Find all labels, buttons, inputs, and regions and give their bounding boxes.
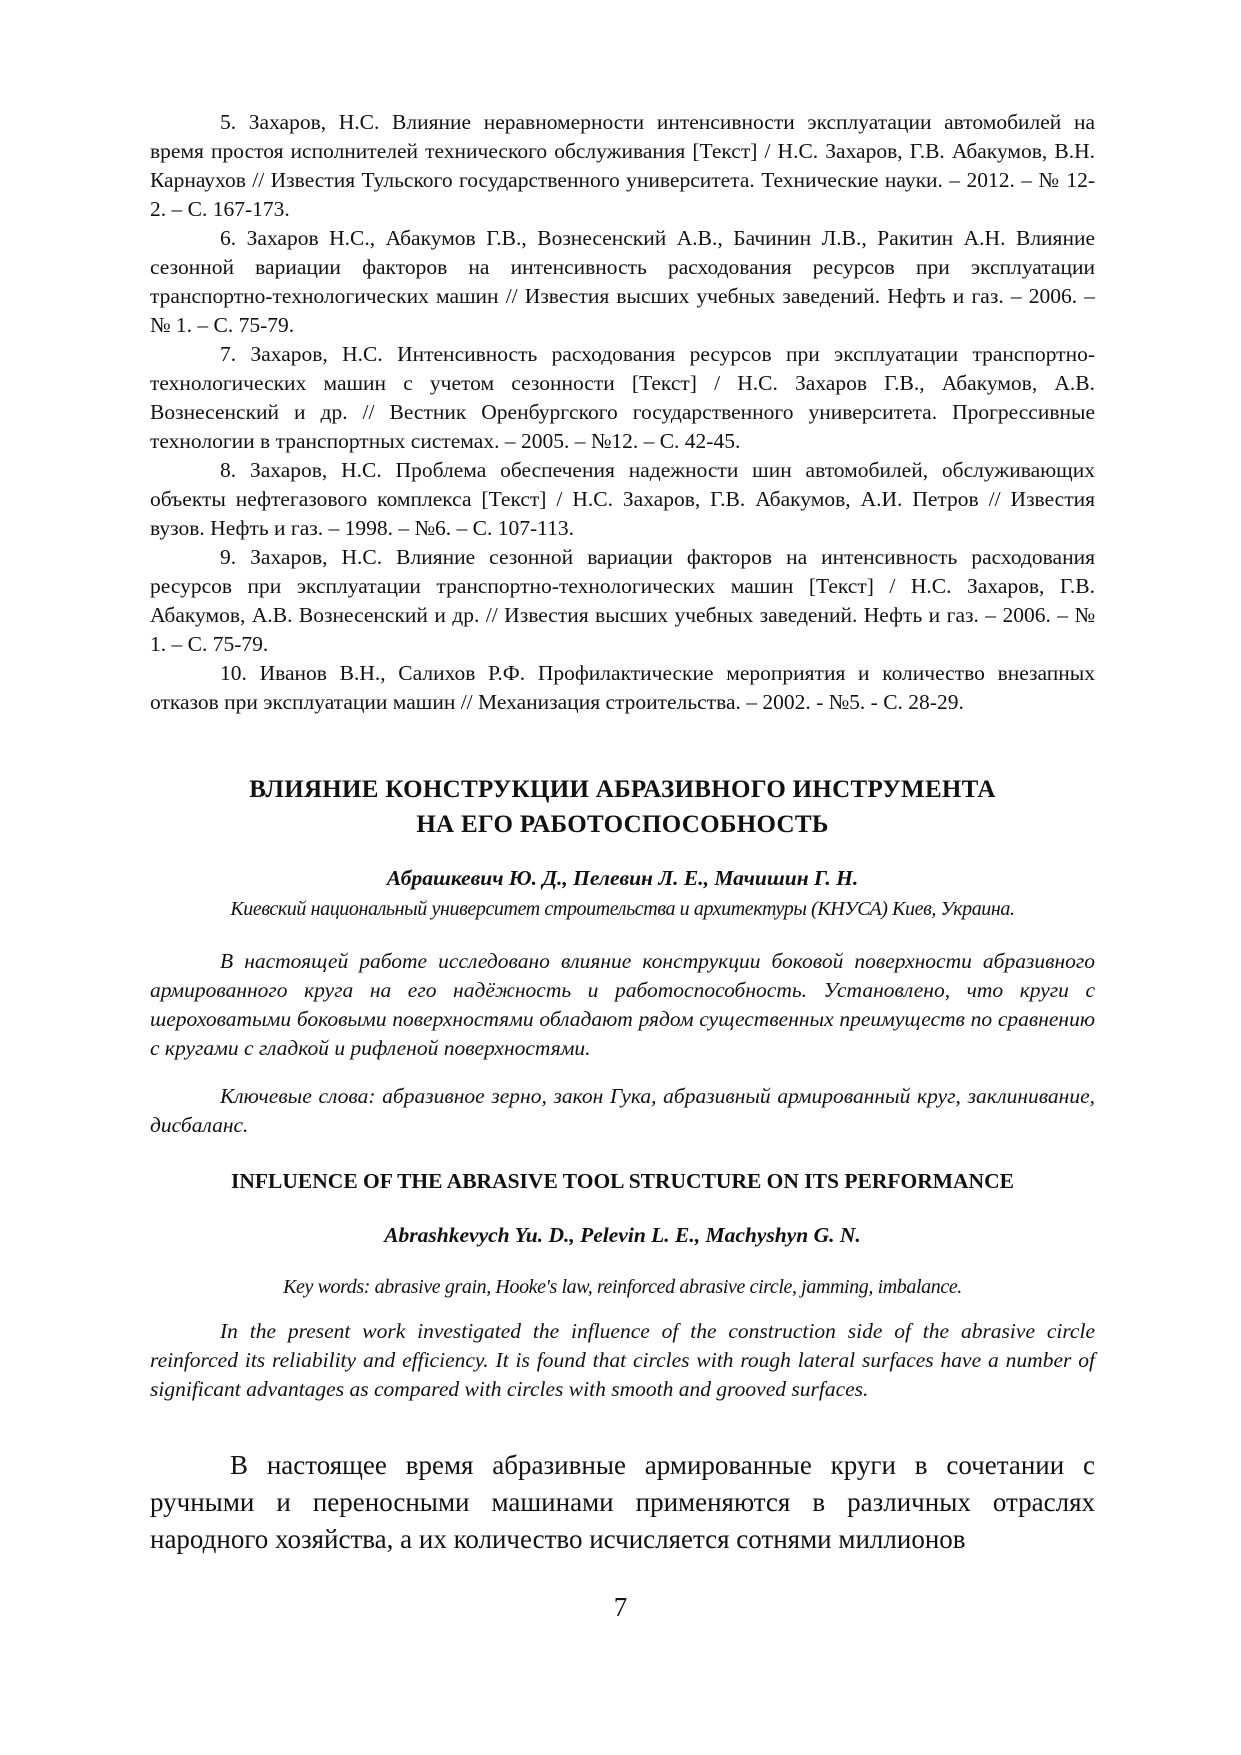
reference-item: 6. Захаров Н.С., Абакумов Г.В., Вознесенский А.В., Бачинин Л.В., Ракитин А.Н. Влияние сезонной вариации факторов на интенсивность расходования ресурсов при эксплуатации транспортно-технологических машин // Известия высших учебных заведений. Нефть и газ. – 2006. – № 1. – С. 75-79.	[150, 226, 1095, 337]
body-block	[150, 1447, 1095, 1558]
authors-ru: Абрашкевич Ю. Д., Пелевин Л. Е., Мачишин Г. Н.	[386, 866, 859, 890]
keywords-en: Key words: abrasive grain, Hooke's law, reinforced abrasive circle, jamming, imbalance.	[283, 1276, 962, 1298]
reference-list	[150, 108, 1095, 717]
abstract-en-block	[150, 1317, 1095, 1404]
authors-en: Abrashkevych Yu. D., Pelevin L. E., Machyshyn G. N.	[384, 1223, 861, 1247]
abstract-ru: В настоящей работе исследовано влияние конструкции боковой поверхности абразивного армированного круга на его надёжность и работоспособность. Установлено, что круги с шероховатыми боковыми поверхностями обладают рядом существенных преимуществ по сравнению с кругами с гладкой и рифленой поверхностями.	[150, 949, 1095, 1060]
authors-en-block	[150, 1223, 1095, 1248]
abstract-ru-block	[150, 947, 1095, 1063]
title-en: INFLUENCE OF THE ABRASIVE TOOL STRUCTURE ON ITS PERFORMANCE	[231, 1169, 1014, 1193]
reference-item: 8. Захаров, Н.С. Проблема обеспечения надежности шин автомобилей, обслуживающих объекты нефтегазового комплекса [Текст] / Н.С. Захаров, Г.В. Абакумов, А.И. Петров // Известия вузов. Нефть и газ. – 1998. – №6. – С. 107-113.	[150, 458, 1095, 540]
keywords-en-block	[150, 1276, 1095, 1299]
article-title	[150, 772, 1095, 842]
article-title-line2: НА ЕГО РАБОТОСПОСОБНОСТЬ	[416, 811, 829, 838]
page-number: 7	[613, 1592, 628, 1622]
reference-item: 7. Захаров, Н.С. Интенсивность расходования ресурсов при эксплуатации транспортно-технологических машин с учетом сезонности [Текст] / Н.С. Захаров Г.В., Абакумов, А.В. Вознесенский и др. // Вестник Оренбургского государственного университета. Прогрессивные технологии в транспортных системах. – 2005. – №12. – С. 42-45.	[150, 342, 1095, 453]
article-authors	[150, 866, 1095, 891]
keywords-ru-block	[150, 1082, 1095, 1140]
reference-item: 5. Захаров, Н.С. Влияние неравномерности интенсивности эксплуатации автомобилей на время простоя исполнителей технического обслуживания [Текст] / Н.С. Захаров, Г.В. Абакумов, В.Н. Карнаухов // Известия Тульского государственного университета. Технические науки. – 2012. – № 12-2. – С. 167-173.	[150, 110, 1095, 221]
article-affiliation	[150, 898, 1095, 921]
body-paragraph: В настоящее время абразивные армированные круги в сочетании с ручными и переносными машинами применяются в различных отраслях народного хозяйства, а их количество исчисляется сотнями миллионов	[150, 1450, 1095, 1554]
reference-item: 10. Иванов В.Н., Салихов Р.Ф. Профилактические мероприятия и количество внезапных отказов при эксплуатации машин // Механизация строительства. – 2002. - №5. - С. 28-29.	[150, 661, 1095, 714]
keywords-ru: Ключевые слова: абразивное зерно, закон Гука, абразивный армированный круг, заклинивание, дисбаланс.	[150, 1084, 1095, 1137]
article-title-line1: ВЛИЯНИЕ КОНСТРУКЦИИ АБРАЗИВНОГО ИНСТРУМЕНТА	[249, 776, 996, 803]
title-en-block	[150, 1169, 1095, 1194]
abstract-en: In the present work investigated the influence of the construction side of the abrasive circle reinforced its reliability and efficiency. It is found that circles with rough lateral surfaces have a number of significant advantages as compared with circles with smooth and grooved surfaces.	[150, 1319, 1095, 1401]
affiliation: Киевский национальный университет строительства и архитектуры (КНУСА) Киев, Украина.	[230, 898, 1015, 920]
reference-item: 9. Захаров, Н.С. Влияние сезонной вариации факторов на интенсивность расходования ресурсов при эксплуатации транспортно-технологических машин [Текст] / Н.С. Захаров, Г.В. Абакумов, А.В. Вознесенский и др. // Известия высших учебных заведений. Нефть и газ. – 2006. – № 1. – С. 75-79.	[150, 545, 1095, 656]
